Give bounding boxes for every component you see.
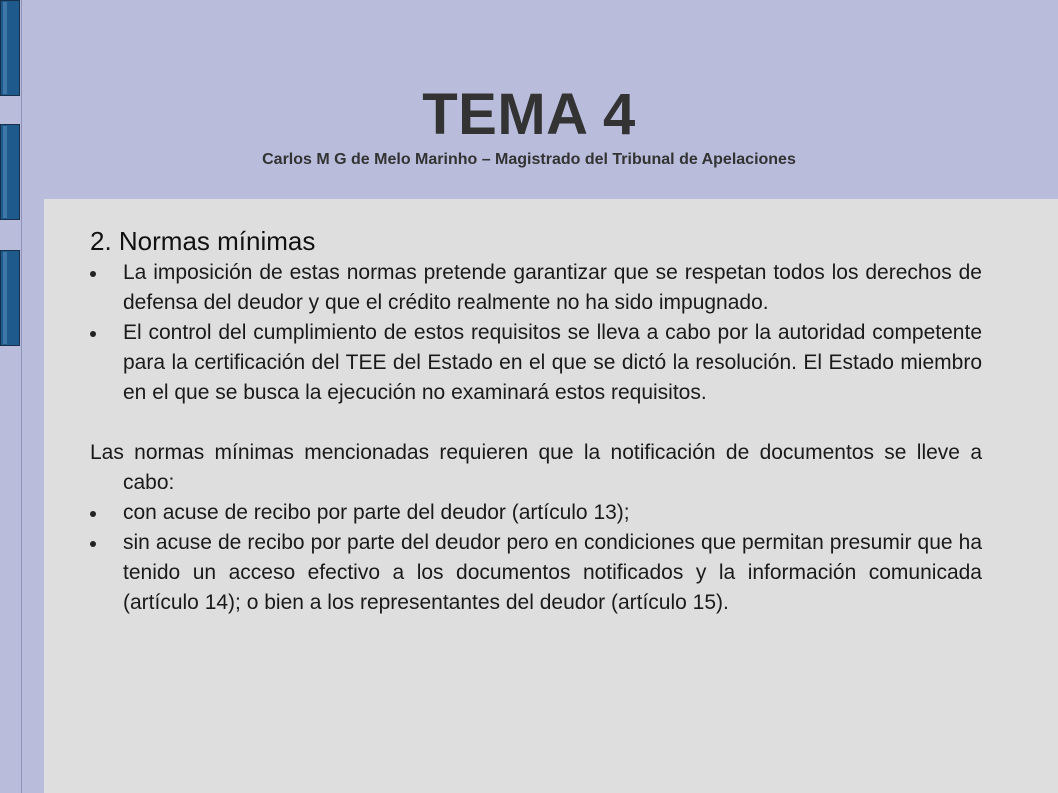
slide-subtitle: Carlos M G de Melo Marinho – Magistrado del Tribunal de Apelaciones <box>262 151 796 168</box>
slide-title: TEMA 4 <box>422 82 636 147</box>
bullet-dot-icon <box>90 541 96 547</box>
body-paragraph: Las normas mínimas mencionadas requieren que la notificación de documentos se lleve a cabo: <box>90 441 982 494</box>
side-bar-3 <box>0 250 20 346</box>
bullet-item <box>90 528 982 618</box>
bullet-text: con acuse de recibo por parte del deudor (artículo 13); <box>123 501 630 524</box>
bullet-text: El control del cumplimiento de estos requisitos se lleva a cabo por la autoridad competente para la certificación del TEE del Estado en el que se dictó la resolución. El Estado miembro en el que se busca la ejecución no examinará estos requisitos. <box>123 321 982 404</box>
slide-content <box>90 224 982 618</box>
bullet-item <box>90 318 982 408</box>
bullet-dot-icon <box>90 331 96 337</box>
section-heading: 2. Normas mínimas <box>90 226 316 256</box>
bullet-dot-icon <box>90 271 96 277</box>
bullet-item <box>90 258 982 318</box>
bullet-dot-icon <box>90 511 96 517</box>
bullet-item <box>90 498 982 528</box>
bullet-text: sin acuse de recibo por parte del deudor pero en condiciones que permitan presumir que ha tenido un acceso efectivo a los documentos notificados y la información comunicada (artículo 14); o bien a los representantes del deudor (artículo 15). <box>123 531 982 614</box>
bullet-text: La imposición de estas normas pretende garantizar que se respetan todos los derechos de defensa del deudor y que el crédito realmente no ha sido impugnado. <box>123 261 982 314</box>
slide-header <box>0 0 1058 198</box>
